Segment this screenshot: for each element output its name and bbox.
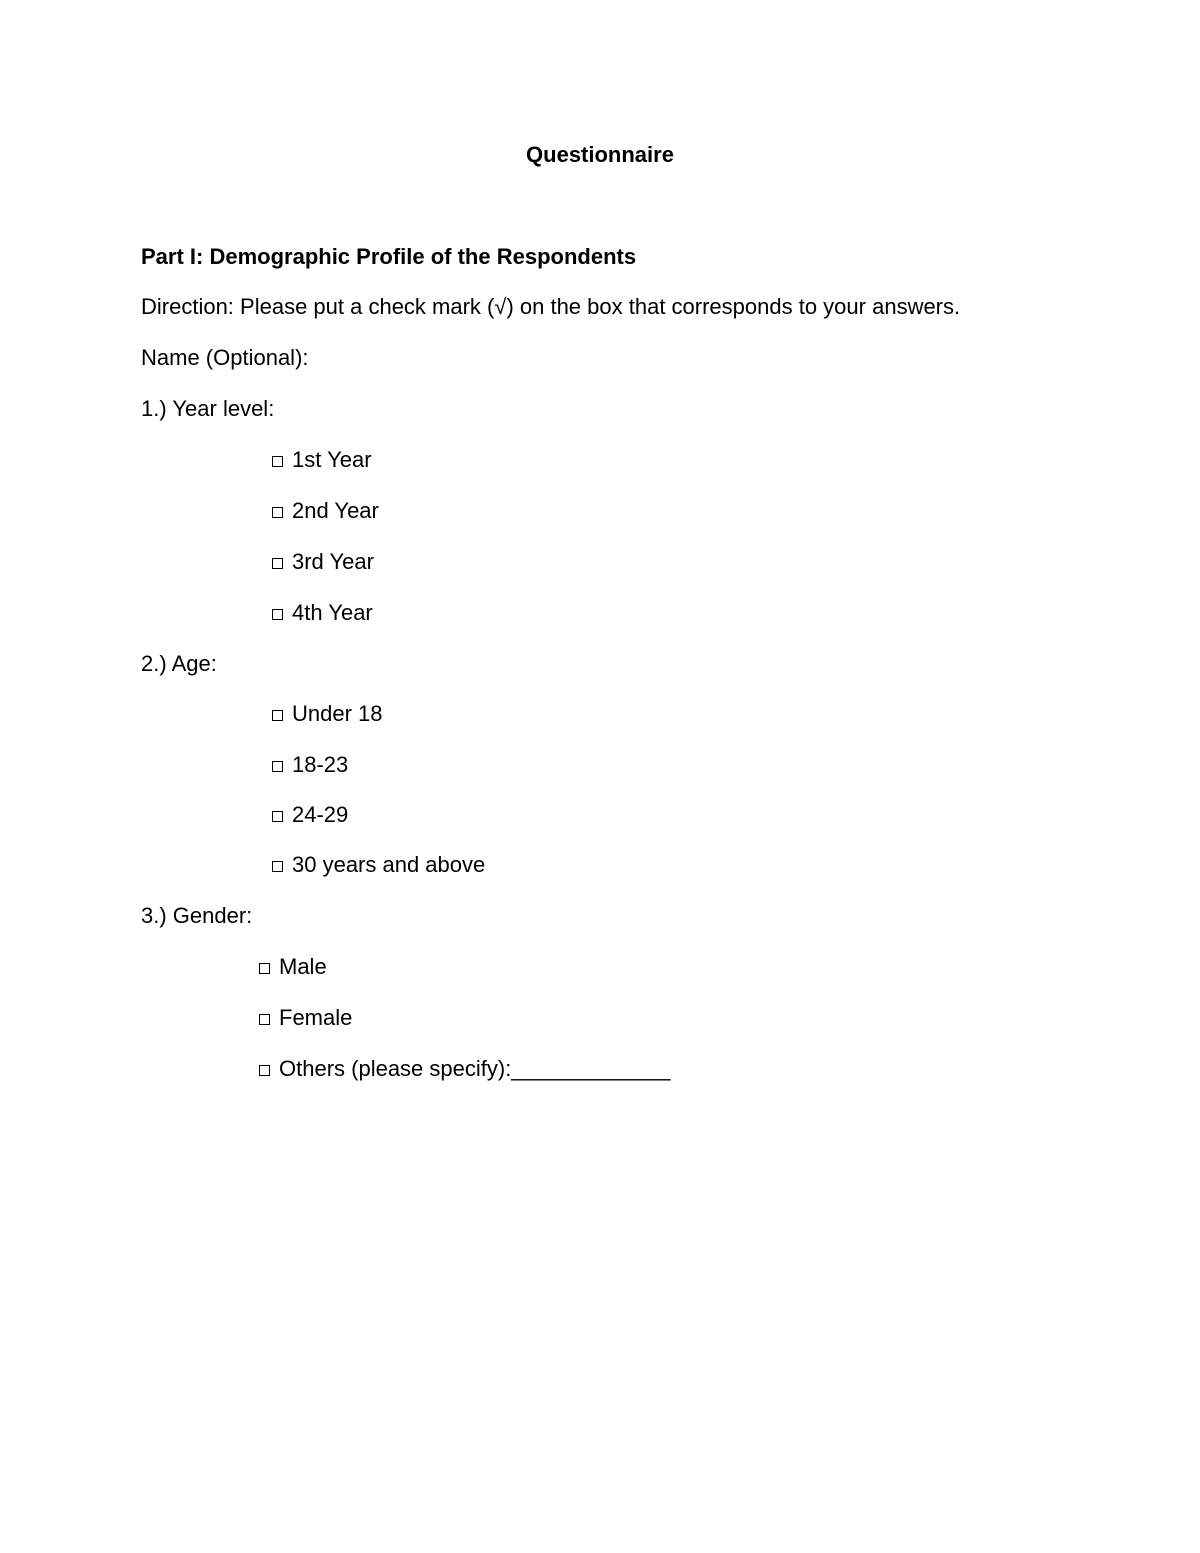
option-30-and-above[interactable]	[272, 851, 485, 879]
option-label: Female	[279, 1005, 353, 1030]
option-label: 3rd Year	[292, 549, 374, 574]
checkbox-icon[interactable]	[272, 811, 283, 822]
checkbox-icon[interactable]	[259, 1014, 270, 1025]
option-label: 24-29	[292, 802, 349, 827]
option-label: Under 18	[292, 701, 383, 726]
option-label: Male	[279, 954, 327, 979]
option-label: 2nd Year	[292, 498, 379, 523]
page-title: Questionnaire	[526, 142, 674, 167]
part-heading: Part I: Demographic Profile of the Respondents	[141, 244, 637, 269]
question-year-level-label: 1.) Year level:	[141, 396, 275, 421]
option-18-23[interactable]	[272, 751, 348, 779]
option-male[interactable]	[259, 953, 327, 981]
option-label: 1st Year	[292, 447, 372, 472]
option-label: Others (please specify):_____________	[279, 1056, 671, 1081]
option-label: 4th Year	[292, 600, 373, 625]
option-label: 18-23	[292, 752, 349, 777]
option-2nd-year[interactable]	[272, 497, 379, 525]
option-4th-year[interactable]	[272, 599, 373, 627]
option-others[interactable]	[259, 1055, 670, 1083]
checkbox-icon[interactable]	[272, 456, 283, 467]
checkbox-icon[interactable]	[272, 710, 283, 721]
option-24-29[interactable]	[272, 801, 348, 829]
option-female[interactable]	[259, 1004, 352, 1032]
question-gender-label: 3.) Gender:	[141, 903, 253, 928]
checkbox-icon[interactable]	[259, 1065, 270, 1076]
option-1st-year[interactable]	[272, 446, 372, 474]
checkbox-icon[interactable]	[272, 507, 283, 518]
question-age-label: 2.) Age:	[141, 651, 217, 676]
checkbox-icon[interactable]	[272, 761, 283, 772]
option-3rd-year[interactable]	[272, 548, 374, 576]
option-under-18[interactable]	[272, 700, 383, 728]
checkbox-icon[interactable]	[272, 558, 283, 569]
checkbox-icon[interactable]	[259, 963, 270, 974]
checkbox-icon[interactable]	[272, 861, 283, 872]
checkbox-icon[interactable]	[272, 609, 283, 620]
name-label: Name (Optional):	[141, 345, 309, 370]
option-label: 30 years and above	[292, 852, 486, 877]
direction-text: Direction: Please put a check mark (√) on the box that corresponds to your answers.	[141, 294, 961, 319]
